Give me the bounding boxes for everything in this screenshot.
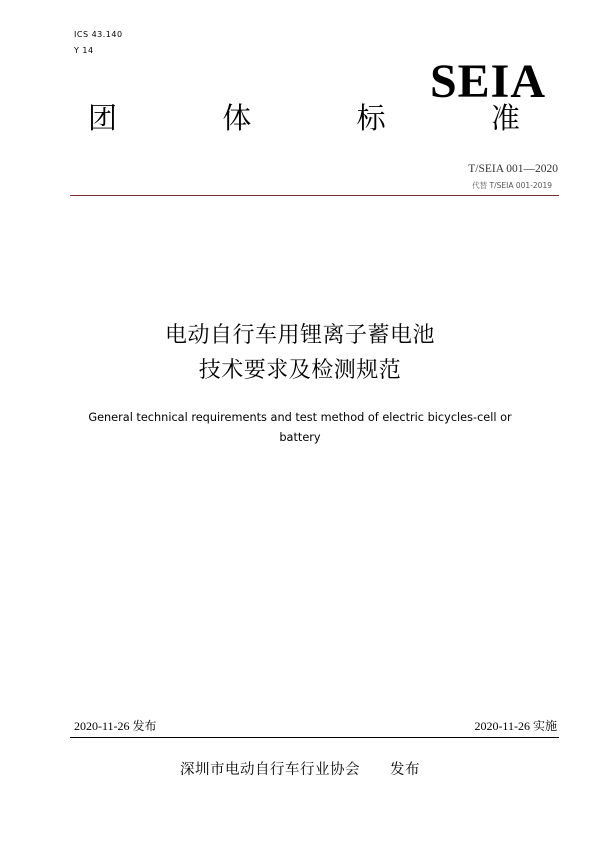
standard-code: T/SEIA 001—2020 [468,163,558,175]
issuer [0,758,600,779]
implement-date: 2020-11-26 实施 [474,719,557,733]
standard-type-char: 准 [490,101,520,135]
chinese-title-line: 电动自行车用锂离子蓄电池 [164,323,435,348]
publish-date: 2020-11-26 发布 [74,719,157,733]
chinese-title [0,318,600,388]
seia-logo: SEIA [429,55,546,108]
chinese-title-line: 技术要求及检测规范 [198,358,402,383]
issuer-name: 深圳市电动自行车行业协会 [180,762,360,778]
replaces-note: 代替 T/SEIA 001-2019 [472,181,552,190]
ics-code: ICS 43.140 [74,30,123,39]
standard-type-char: 标 [356,101,386,135]
english-title [60,408,540,448]
classification-code: Y 14 [74,46,94,55]
issuer-action: 发布 [390,762,420,778]
header-rule [70,195,559,196]
english-title-line: General technical requirements and test method of electric bicycles-cell or [88,411,512,424]
english-title-line: battery [279,431,321,444]
footer-rule [70,737,559,738]
standard-type [88,101,520,135]
standard-type-char: 团 [88,101,118,135]
standard-type-char: 体 [222,101,252,135]
